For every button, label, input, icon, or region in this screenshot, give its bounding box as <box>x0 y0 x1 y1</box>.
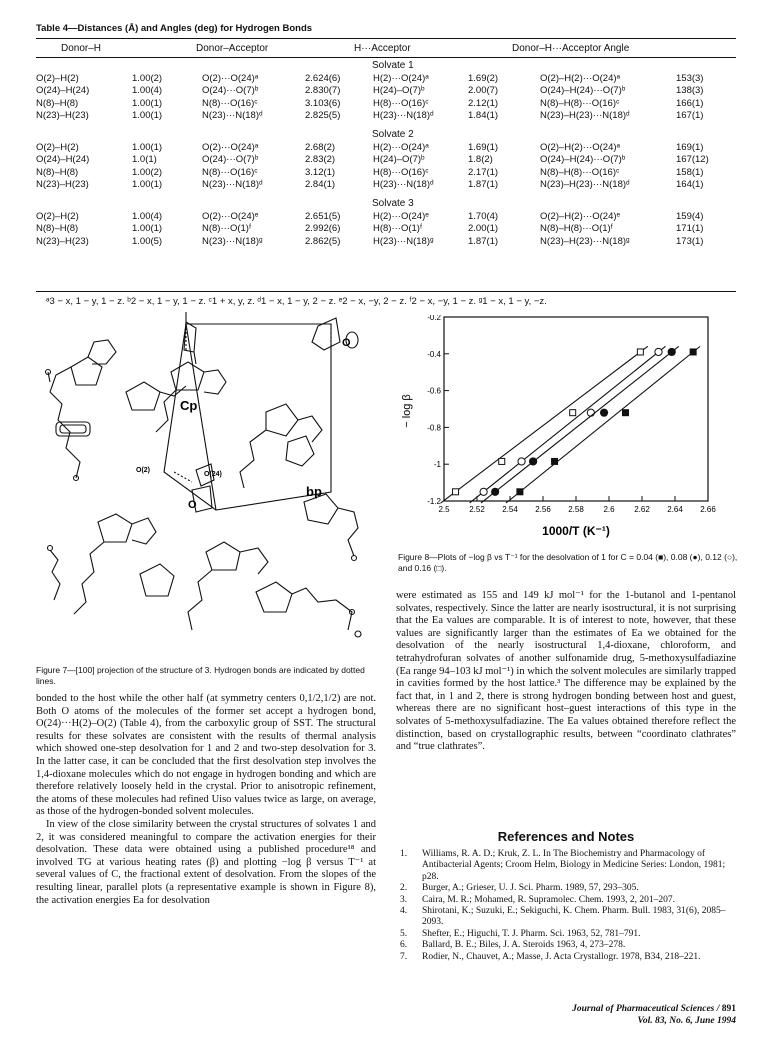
table-cell: O(2)–H(2) <box>36 72 79 84</box>
table-cell: 167(1) <box>676 110 704 122</box>
table-cell: H(2)···O(24)ᵃ <box>373 72 429 84</box>
table-cell: N(8)–H(8)···O(16)ᶜ <box>540 97 620 109</box>
table-cell: 164(1) <box>676 179 704 191</box>
data-point <box>587 409 594 416</box>
table-header: Donor–H···Acceptor Angle <box>512 43 630 54</box>
reference-number: 6. <box>400 940 408 951</box>
y-tick-label: -1 <box>433 460 441 470</box>
data-point <box>499 458 505 464</box>
reference-number: 7. <box>400 951 408 962</box>
paragraph: In view of the close similarity between the crystal structures of solvates 1 and 2, it was considered meaningful to compare the activation energies for their desolvation. These data were obtained using a published procedure¹⁸ and involved TG at various heating rates (β) and plotting −log β versus T⁻¹ at several values of C, the fractional extent of desolvation. From the slopes of the resulting linear, parallel plots (a representative example is shown in Figure 8), the activation energies Ea for desolvation <box>36 818 376 906</box>
x-tick-label: 2.52 <box>469 505 485 514</box>
table-cell: N(8)–H(8) <box>36 97 79 109</box>
table-cell: 3.103(6) <box>305 97 341 109</box>
solvate-group-label: Solvate 2 <box>372 129 414 140</box>
table-cell: 1.87(1) <box>468 235 499 247</box>
table-cell: 1.87(1) <box>468 179 499 191</box>
table-cell: H(8)···O(16)ᶜ <box>373 97 429 109</box>
data-point <box>637 349 643 355</box>
solvate-group-label: Solvate 1 <box>372 60 414 71</box>
table-cell: 138(3) <box>676 85 704 97</box>
references-heading: References and Notes <box>497 829 635 844</box>
table-cell: 1.00(4) <box>132 210 163 222</box>
table-cell: 1.70(4) <box>468 210 499 222</box>
host-molecule <box>48 514 175 614</box>
table-header: Donor–Acceptor <box>196 43 269 54</box>
table-cell: O(2)–H(2)···O(24)ᵃ <box>540 72 621 84</box>
table-cell: 1.00(2) <box>132 166 163 178</box>
bp-axis-label: bp <box>306 484 322 499</box>
table-cell: N(23)–H(23) <box>36 179 89 191</box>
host-molecule <box>46 340 187 481</box>
solvate-group-label: Solvate 3 <box>372 198 414 209</box>
x-tick-label: 2.56 <box>535 505 551 514</box>
host-molecule <box>304 494 358 561</box>
table-cell: N(8)···O(16)ᶜ <box>202 166 258 178</box>
table-cell: O(2)···O(24)ᵃ <box>202 72 259 84</box>
data-point <box>480 488 487 495</box>
host-molecule <box>156 312 226 432</box>
journal-name: Journal of Pharmaceutical Sciences / <box>572 1004 720 1014</box>
table-cell: 2.00(1) <box>468 223 499 235</box>
paragraph: were estimated as 155 and 149 kJ mol⁻¹ for the 1-butanol and 1-pentanol solvates, respectively. Since the latter are nearly isostructural, it is not surprising that the Ea values are comparable. It is of interest to note, however, that these values are significantly larger than the estimates of Ea we obtained for the desolvation of the nearly isostructural 1,4-dioxane, chloroform, and tetrahydrofuran solvates of another sulfonamide drug, 5-methoxysulfadiazine (Ea range 94–103 kJ mol⁻¹) in which the solvent molecules are similarly trapped in cavities formed by the host lattice.³ The difference may be explained by the fact that, in 1 and 2, there is strong hydrogen bonding between host and guest, whereas there are no significant host–guest interactions of this type in the solvates of 5-methoxysulfadiazine. The Ea values obtained therefore reflect the distinction, based on crystallographic results, between “coordinato clathrates” and “true clathrates”. <box>396 590 736 753</box>
table-cell: 1.00(1) <box>132 179 163 191</box>
data-point <box>518 458 525 465</box>
series-line <box>506 346 700 503</box>
table-cell: H(2)···O(24)ᵃ <box>373 141 429 153</box>
table-cell: N(23)–H(23)···N(18)ᵈ <box>540 110 630 122</box>
table-rule-top <box>36 38 736 39</box>
table-cell: 2.83(2) <box>305 154 336 166</box>
data-point <box>600 409 607 416</box>
data-point <box>552 458 558 464</box>
table-cell: 2.825(5) <box>305 110 341 122</box>
oxygen-atom-label: O <box>342 337 351 349</box>
table-rule-bottom <box>36 291 736 292</box>
table-header: Donor–H <box>61 43 102 54</box>
data-point <box>492 488 499 495</box>
table-cell: H(2)···O(24)ᵉ <box>373 210 429 222</box>
table-cell: H(23)···N(18)ᵈ <box>373 179 434 191</box>
table-header: H···Acceptor <box>354 43 411 54</box>
table-cell: N(8)–H(8) <box>36 166 79 178</box>
table-cell: N(8)···O(1)ᶠ <box>202 223 252 235</box>
table-cell: O(2)–H(2)···O(24)ᵉ <box>540 210 621 222</box>
reference-item <box>396 849 736 883</box>
data-point <box>530 458 537 465</box>
table-cell: 2.84(1) <box>305 179 336 191</box>
table-cell: N(8)–H(8) <box>36 223 79 235</box>
series-line <box>441 346 648 503</box>
table-cell: N(23)–H(23)···N(18)ᵍ <box>540 235 630 247</box>
x-tick-label: 2.64 <box>667 505 683 514</box>
table-cell: N(8)–H(8)···O(16)ᶜ <box>540 166 620 178</box>
table-cell: 1.00(2) <box>132 72 163 84</box>
table-cell: 1.00(1) <box>132 110 163 122</box>
table-cell: 2.12(1) <box>468 97 499 109</box>
x-tick-label: 2.5 <box>438 505 450 514</box>
table-cell: 1.00(1) <box>132 141 163 153</box>
table-cell: O(2)–H(2) <box>36 141 79 153</box>
reference-number: 1. <box>400 849 408 859</box>
page-number: 891 <box>721 1004 736 1014</box>
reference-number: 3. <box>400 894 408 905</box>
data-point <box>517 489 523 495</box>
oxygen-atom-label: O <box>188 499 197 511</box>
table-cell: O(24)···O(7)ᵇ <box>202 154 259 166</box>
reference-item <box>396 929 736 940</box>
reference-number: 4. <box>400 906 408 917</box>
cp-axis-label: Cp <box>180 398 198 413</box>
reference-text: Ballard, B. E.; Biles, J. A. Steroids 1963, 4, 273–278. <box>422 940 626 951</box>
host-molecule <box>240 404 322 488</box>
table-cell: N(8)···O(16)ᶜ <box>202 97 258 109</box>
y-tick-label: -0.6 <box>427 386 441 396</box>
table-cell: 166(1) <box>676 97 704 109</box>
table-cell: H(24)–O(7)ᵇ <box>373 85 425 97</box>
x-tick-label: 2.62 <box>634 505 650 514</box>
reference-text: Caira, M. R.; Mohamed, R. Supramolec. Chem. 1993, 2, 201–207. <box>422 894 676 905</box>
table-cell: 158(1) <box>676 166 704 178</box>
reference-list <box>396 849 736 963</box>
x-tick-label: 2.6 <box>603 505 615 514</box>
data-point <box>655 348 662 355</box>
series-line <box>481 346 679 503</box>
solvent-molecule <box>56 422 90 436</box>
reference-item <box>396 906 736 929</box>
right-column-text <box>396 590 736 754</box>
table-cell: O(2)···O(24)ᵃ <box>202 141 259 153</box>
data-point <box>570 410 576 416</box>
table-cell: 153(3) <box>676 72 704 84</box>
table-cell: N(23)···N(18)ᵈ <box>202 110 263 122</box>
y-tick-label: -0.2 <box>427 315 441 322</box>
table-cell: 2.17(1) <box>468 166 499 178</box>
y-tick-label: -0.4 <box>427 349 441 359</box>
table-cell: H(8)···O(1)ᶠ <box>373 223 423 235</box>
table-cell: O(24)–H(24)···O(7)ᵇ <box>540 85 626 97</box>
reference-number: 2. <box>400 883 408 894</box>
solvent-molecule <box>312 318 358 350</box>
table-cell: 1.00(5) <box>132 235 163 247</box>
table-cell: N(23)–H(23) <box>36 235 89 247</box>
table-cell: 2.68(2) <box>305 141 336 153</box>
paragraph: bonded to the host while the other half (at symmetry centers 0,1/2,1/2) are not. Both O atoms of the molecules of the former set accept a hydrogen bond, O(24)···H(2)–O(2) (Table 4), from the carboxylic group of SST. The structural results for these solvates are consistent with the results of thermal analysis which showed one-step desolvation for 1 and 2 and two-step desolvation for 3. In the latter case, it can be concluded that the first desolvation step involves the 1,4-dioxane molecules which do not engage in hydrogen bonding and which are therefore relatively loosely held in the crystal. Prior to anisotropic refinement, the atoms of these molecules had refined Uiso values twice as large, on average, as those of the hydrogen-bonded solvent molecules. <box>36 693 376 818</box>
figure-8-caption: Figure 8—Plots of −log β vs T⁻¹ for the desolvation of 1 for C = 0.04 (■), 0.08 (●), 0.12 (○), and 0.16 (□). <box>398 552 738 573</box>
crystal-structure-projection <box>36 312 376 660</box>
table-cell: O(2)···O(24)ᵉ <box>202 210 259 222</box>
table-cell: O(2)–H(2)···O(24)ᵃ <box>540 141 621 153</box>
table-footnote: ᵃ3 − x, 1 − y, 1 − z. ᵇ2 − x, 1 − y, 1 − z. ᶜ1 + x, y, z. ᵈ1 − x, 1 − y, 2 − z. ᵉ2 − x, −y, 2 − z. ᶠ2 − x, −y, 1 − z. ᵍ1 − x, 1 − y, −z. <box>46 296 547 307</box>
table-cell: O(24)–H(24) <box>36 85 90 97</box>
o2-atom-label: O(2) <box>136 467 150 474</box>
journal-volume: Vol. 83, No. 6, June 1994 <box>637 1016 736 1026</box>
reference-number: 5. <box>400 928 408 939</box>
left-column-text <box>36 693 376 907</box>
table-cell: 173(1) <box>676 235 704 247</box>
table-cell: N(23)···N(18)ᵈ <box>202 179 263 191</box>
table-cell: 2.651(5) <box>305 210 341 222</box>
data-point <box>623 410 629 416</box>
data-series <box>441 346 700 503</box>
table-cell: N(23)–H(23)···N(18)ᵈ <box>540 179 630 191</box>
table-cell: 2.00(7) <box>468 85 499 97</box>
table-cell: 1.69(1) <box>468 141 499 153</box>
plot-frame <box>444 317 708 501</box>
table-cell: 169(1) <box>676 141 704 153</box>
table-rule-header <box>36 57 736 58</box>
figure-7-caption: Figure 7—[100] projection of the structure of 3. Hydrogen bonds are indicated by dotted lines. <box>36 665 365 686</box>
table-cell: H(23)···N(18)ᵈ <box>373 110 434 122</box>
table-cell: 1.8(2) <box>468 154 493 166</box>
o24-atom-label: O(24) <box>204 471 222 478</box>
data-point <box>453 489 459 495</box>
reference-text: Rodier, N., Chauvet, A.; Masse, J. Acta Crystallogr. 1978, B34, 218–221. <box>422 951 701 962</box>
y-tick-label: -0.8 <box>427 423 441 433</box>
table-cell: 3.12(1) <box>305 166 336 178</box>
reference-text: Williams, R. A. D.; Kruk, Z. L. In The Biochemistry and Pharmacology of Antibacterial Agents; Croom Helm, Biology in Medicine Series: London, 1981; p28. <box>422 849 726 882</box>
table-cell: O(24)–H(24)···O(7)ᵇ <box>540 154 626 166</box>
reference-item <box>396 895 736 906</box>
table-cell: 159(4) <box>676 210 704 222</box>
reference-text: Shirotani, K.; Suzuki, E.; Sekiguchi, K. Chem. Pharm. Bull. 1983, 31(6), 2085–2093. <box>422 906 726 928</box>
y-axis-label: − log β <box>401 394 413 428</box>
series-line <box>470 346 666 503</box>
reference-item <box>396 952 736 963</box>
host-molecule <box>188 542 361 637</box>
table-cell: 2.862(5) <box>305 235 341 247</box>
table-cell: N(23)–H(23) <box>36 110 89 122</box>
reference-text: Burger, A.; Grieser, U. J. Sci. Pharm. 1989, 57, 293–305. <box>422 883 639 894</box>
table-cell: 2.992(6) <box>305 223 341 235</box>
table-cell: N(8)–H(8)···O(1)ᶠ <box>540 223 613 235</box>
reference-item <box>396 883 736 894</box>
table-cell: N(23)···N(18)ᵍ <box>202 235 263 247</box>
table-cell: 1.00(1) <box>132 223 163 235</box>
reference-text: Shefter, E.; Higuchi, T. J. Pharm. Sci. 1963, 52, 781–791. <box>422 928 641 939</box>
reference-item <box>396 940 736 951</box>
table-cell: 1.84(1) <box>468 110 499 122</box>
y-tick-label: -1.2 <box>427 497 441 506</box>
table-cell: 171(1) <box>676 223 704 235</box>
x-tick-label: 2.66 <box>700 505 716 514</box>
table-cell: O(2)–H(2) <box>36 210 79 222</box>
table-cell: H(24)–O(7)ᵇ <box>373 154 425 166</box>
data-point <box>690 349 696 355</box>
table-cell: 1.0(1) <box>132 154 157 166</box>
table-cell: 2.830(7) <box>305 85 341 97</box>
x-axis-label: 1000/T (K⁻¹) <box>542 524 610 538</box>
x-tick-label: 2.54 <box>502 505 518 514</box>
table-caption: Table 4—Distances (Å) and Angles (deg) for Hydrogen Bonds <box>36 23 313 34</box>
journal-footer <box>572 1003 736 1027</box>
x-tick-label: 2.58 <box>568 505 584 514</box>
table-cell: O(24)···O(7)ᵇ <box>202 85 259 97</box>
table-cell: 1.00(4) <box>132 85 163 97</box>
table-cell: 1.69(2) <box>468 72 499 84</box>
table-cell: 167(12) <box>676 154 709 166</box>
table-cell: 2.624(6) <box>305 72 341 84</box>
table-cell: H(8)···O(16)ᶜ <box>373 166 429 178</box>
table-cell: 1.00(1) <box>132 97 163 109</box>
table-cell: O(24)–H(24) <box>36 154 90 166</box>
table-cell: H(23)···N(18)ᵍ <box>373 235 434 247</box>
data-point <box>668 348 675 355</box>
desolvation-plot <box>390 315 740 547</box>
